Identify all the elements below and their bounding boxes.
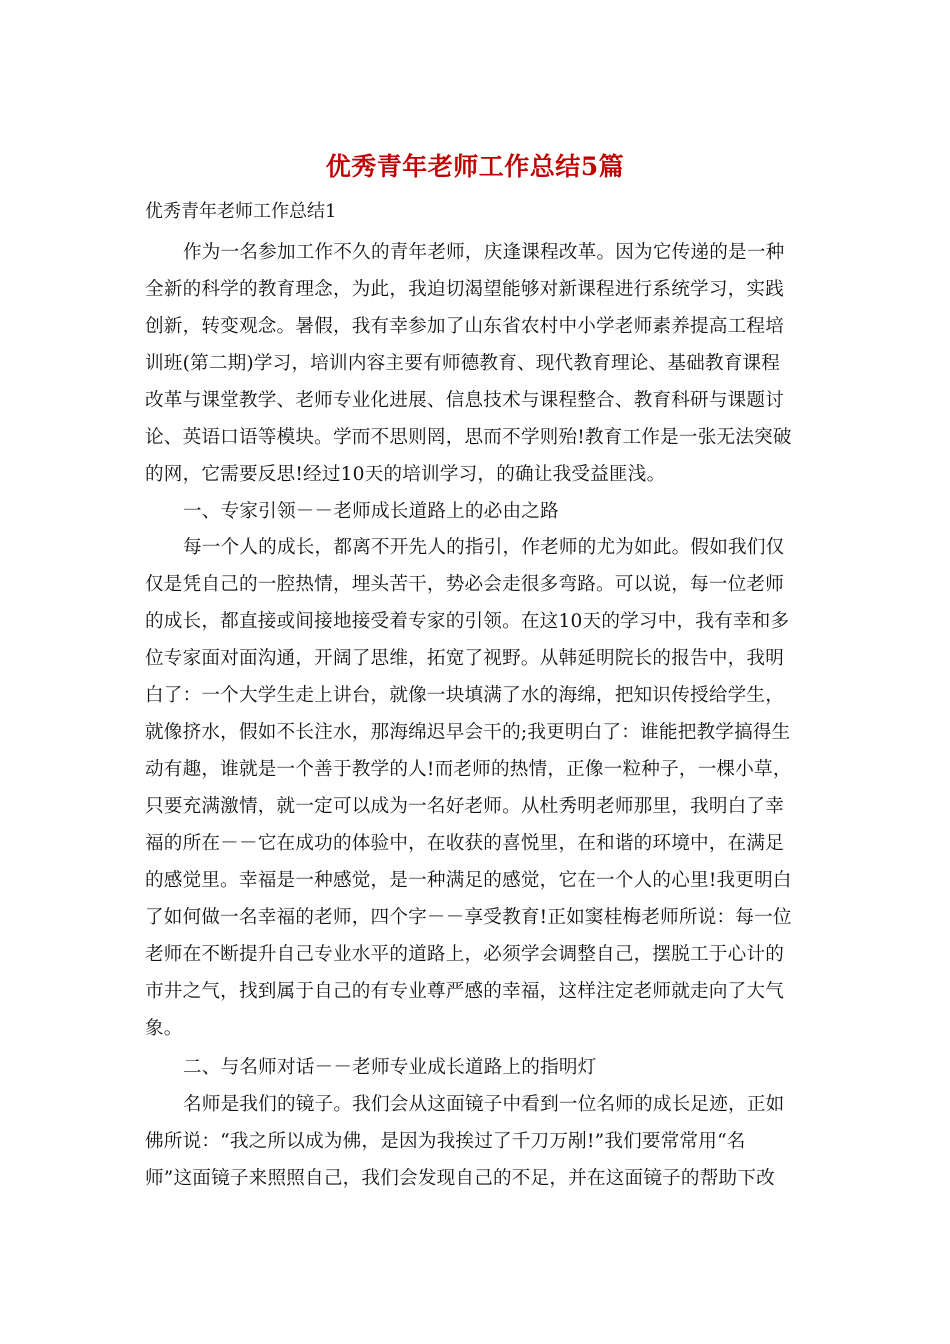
paragraph-line: 佛所说：“我之所以成为佛，是因为我挨过了千刀万剐!”我们要常常用“名 xyxy=(145,1131,746,1152)
paragraph-line: 位专家面对面沟通，开阔了思维，拓宽了视野。从韩延明院长的报告中，我明 xyxy=(145,648,784,669)
paragraph-line: 了如何做一名幸福的老师，四个字－－享受教育!正如窦桂梅老师所说：每一位 xyxy=(145,907,792,928)
paragraph-line: 一、专家引领－－老师成长道路上的必由之路 xyxy=(183,501,559,522)
paragraph-line: 的感觉里。幸福是一种感觉，是一种满足的感觉，它在一个人的心里!我更明白 xyxy=(145,870,792,891)
paragraph-line: 作为一名参加工作不久的青年老师，庆逢课程改革。因为它传递的是一种 xyxy=(183,242,785,263)
paragraph-line: 福的所在－－它在成功的体验中，在收获的喜悦里，在和谐的环境中，在满足 xyxy=(145,833,784,854)
paragraph-line: 的成长，都直接或间接地接受着专家的引领。在这10天的学习中，我有幸和多 xyxy=(145,611,790,632)
paragraph-line: 师”这面镜子来照照自己，我们会发现自己的不足，并在这面镜子的帮助下改 xyxy=(145,1168,775,1189)
paragraph-line: 只要充满激情，就一定可以成为一名好老师。从杜秀明老师那里，我明白了幸 xyxy=(145,796,784,817)
paragraph-line: 仅是凭自己的一腔热情，埋头苦干，势必会走很多弯路。可以说，每一位老师 xyxy=(145,574,784,595)
paragraph-line: 市井之气，找到属于自己的有专业尊严感的幸福，这样注定老师就走向了大气 xyxy=(145,981,784,1002)
paragraph-line: 二、与名师对话－－老师专业成长道路上的指明灯 xyxy=(183,1057,597,1078)
paragraph-line: 白了：一个大学生走上讲台，就像一块填满了水的海绵，把知识传授给学生， xyxy=(145,685,784,706)
document-subtitle: 优秀青年老师工作总结1 xyxy=(145,201,337,222)
paragraph-line: 全新的科学的教育理念，为此，我迫切渴望能够对新课程进行系统学习，实践 xyxy=(145,279,784,300)
paragraph-line: 动有趣，谁就是一个善于教学的人!而老师的热情，正像一粒种子，一棵小草， xyxy=(145,759,792,780)
paragraph-line: 训班(第二期)学习，培训内容主要有师德教育、现代教育理论、基础教育课程 xyxy=(145,353,781,374)
paragraph-line: 的网，它需要反思!经过10天的培训学习，的确让我受益匪浅。 xyxy=(145,464,666,485)
paragraph-line: 创新，转变观念。暑假，我有幸参加了山东省农村中小学老师素养提高工程培 xyxy=(145,316,784,337)
paragraph-line: 就像挤水，假如不长注水，那海绵迟早会干的;我更明白了：谁能把教学搞得生 xyxy=(145,722,791,743)
paragraph-line: 每一个人的成长，都离不开先人的指引，作老师的尤为如此。假如我们仅 xyxy=(183,537,785,558)
paragraph-line: 名师是我们的镜子。我们会从这面镜子中看到一位名师的成长足迹，正如 xyxy=(183,1094,785,1115)
paragraph-line: 老师在不断提升自己专业水平的道路上，必须学会调整自己，摆脱工于心计的 xyxy=(145,944,784,965)
paragraph-line: 象。 xyxy=(145,1018,183,1039)
document-title: 优秀青年老师工作总结5篇 xyxy=(325,152,625,181)
paragraph-line: 改革与课堂教学、老师专业化进展、信息技术与课程整合、教育科研与课题讨 xyxy=(145,390,784,411)
paragraph-line: 论、英语口语等模块。学而不思则罔，思而不学则殆!教育工作是一张无法突破 xyxy=(145,427,792,448)
